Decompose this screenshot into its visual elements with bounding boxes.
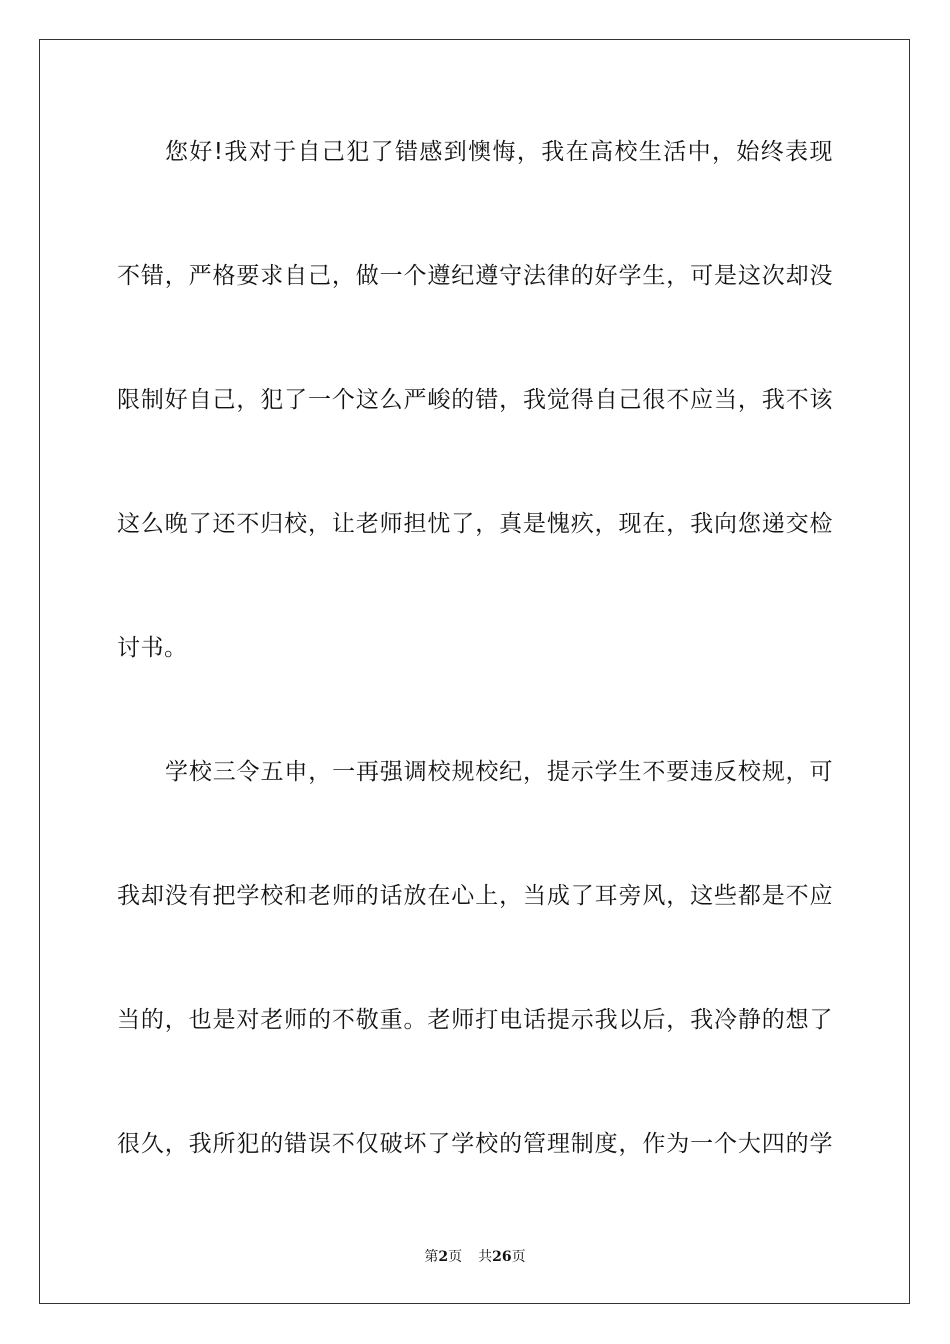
total-suffix: 页 — [511, 1249, 526, 1265]
text-line: 当的，也是对老师的不敬重。老师打电话提示我以后，我冷静的想了 — [117, 1007, 833, 1033]
text-line: 很久，我所犯的错误不仅破坏了学校的管理制度，作为一个大四的学 — [117, 1131, 833, 1157]
text-line: 限制好自己，犯了一个这么严峻的错，我觉得自己很不应当，我不该 — [117, 387, 833, 413]
total-prefix: 共 — [478, 1249, 493, 1265]
page-prefix: 第 — [424, 1249, 439, 1265]
page-suffix: 页 — [448, 1249, 463, 1265]
text-line: 不错，严格要求自己，做一个遵纪遵守法律的好学生，可是这次却没 — [117, 263, 833, 289]
page-number: 2 — [438, 1249, 449, 1265]
page-border — [39, 39, 910, 1304]
text-line: 这么晚了还不归校，让老师担忧了，真是愧疚，现在，我向您递交检 — [117, 511, 833, 537]
text-line: 讨书。 — [117, 635, 188, 661]
total-pages: 26 — [492, 1249, 512, 1265]
text-line: 您好!我对于自己犯了错感到懊悔，我在高校生活中，始终表现 — [165, 139, 833, 165]
page-footer — [0, 1248, 950, 1266]
text-line: 我却没有把学校和老师的话放在心上，当成了耳旁风，这些都是不应 — [117, 883, 833, 909]
text-line: 学校三令五申，一再强调校规校纪，提示学生不要违反校规，可 — [165, 759, 833, 785]
